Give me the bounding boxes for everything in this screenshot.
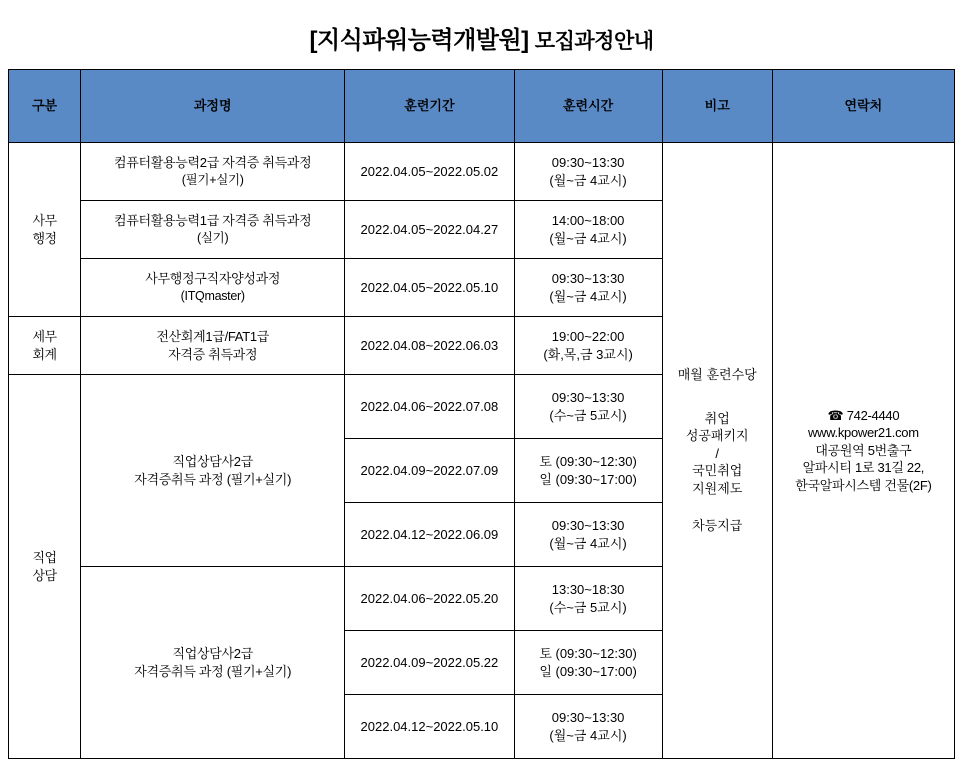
course-line-1: 컴퓨터활용능력2급 자격증 취득과정 [113, 155, 312, 171]
period-cell: 2022.04.08~2022.06.03 [345, 317, 514, 375]
table-header [9, 70, 955, 143]
note-line-7: 차등지급 [692, 518, 743, 534]
column-header-time: 훈련시간 [514, 70, 662, 143]
time-line-2: 일 (09:30~17:00) [539, 471, 637, 487]
gubun-line-2: 회계 [32, 346, 57, 362]
course-line-1: 직업상담사2급 [172, 645, 253, 661]
note-cell [662, 143, 772, 759]
gubun-line-1: 직업 [32, 549, 57, 565]
time-line-1: 토 (09:30~12:30) [539, 645, 637, 661]
course-line-1: 직업상담사2급 [172, 453, 253, 469]
period-cell: 2022.04.09~2022.07.09 [345, 439, 514, 503]
period-cell: 2022.04.05~2022.05.10 [345, 259, 514, 317]
time-line-1: 09:30~13:30 [551, 709, 625, 725]
course-line-1: 사무행정구직자양성과정 [145, 271, 281, 287]
column-header-period: 훈련기간 [345, 70, 514, 143]
period-cell: 2022.04.05~2022.04.27 [345, 201, 514, 259]
course-cell [81, 259, 345, 317]
column-header-gubun: 구분 [9, 70, 81, 143]
course-line-2: (필기+실기) [181, 172, 244, 187]
time-line-1: 토 (09:30~12:30) [539, 453, 637, 469]
column-header-note: 비고 [662, 70, 772, 143]
phone-line [775, 407, 952, 425]
phone-number: 742-4440 [846, 407, 900, 423]
course-line-1: 컴퓨터활용능력1급 자격증 취득과정 [113, 213, 312, 229]
time-cell [514, 695, 662, 759]
course-cell [81, 375, 345, 567]
period-cell: 2022.04.06~2022.05.20 [345, 567, 514, 631]
page-title [8, 8, 955, 69]
note-line-3: 성공패키지 [685, 428, 749, 444]
gubun-line-1: 사무 [32, 212, 57, 228]
time-line-2: (수~금 5교시) [549, 407, 627, 423]
time-cell [514, 201, 662, 259]
table-header-row [9, 70, 955, 143]
course-line-2: 자격증취득 과정 (필기+실기) [134, 663, 292, 679]
course-line-2: 자격증취득 과정 (필기+실기) [134, 471, 292, 487]
time-cell [514, 259, 662, 317]
title-sub: 모집과정안내 [534, 30, 654, 53]
time-cell [514, 503, 662, 567]
time-line-2: (월~금 4교시) [549, 535, 627, 551]
address-line-3: 한국알파시스템 건물(2F) [795, 477, 932, 493]
time-line-2: (월~금 4교시) [549, 172, 627, 188]
time-line-2: (화,목,금 3교시) [543, 346, 633, 362]
course-cell [81, 567, 345, 759]
period-cell: 2022.04.06~2022.07.08 [345, 375, 514, 439]
note-line-2: 취업 [704, 410, 730, 426]
time-line-2: (월~금 4교시) [549, 727, 627, 743]
time-line-2: 일 (09:30~17:00) [539, 663, 637, 679]
title-main: [지식파워능력개발원] [309, 27, 529, 54]
column-header-contact: 연락처 [772, 70, 954, 143]
time-cell [514, 143, 662, 201]
period-cell: 2022.04.12~2022.06.09 [345, 503, 514, 567]
table-body [9, 143, 955, 759]
time-cell [514, 567, 662, 631]
time-line-1: 09:30~13:30 [551, 517, 625, 533]
telephone-icon: ☎ [827, 407, 844, 423]
note-line-1: 매월 훈련수당 [677, 367, 757, 383]
period-cell: 2022.04.09~2022.05.22 [345, 631, 514, 695]
note-line-5: 국민취업 [692, 463, 743, 479]
time-line-1: 19:00~22:00 [551, 328, 625, 344]
course-line-2: (ITQmaster) [180, 288, 245, 303]
column-header-course: 과정명 [81, 70, 345, 143]
gubun-line-1: 세무 [32, 328, 57, 344]
gubun-cell-tax-accounting [9, 317, 81, 375]
time-line-1: 09:30~13:30 [551, 389, 625, 405]
course-cell [81, 143, 345, 201]
time-cell [514, 375, 662, 439]
course-line-2: 자격증 취득과정 [168, 346, 258, 362]
course-schedule-table [8, 69, 955, 759]
note-line-6: 지원제도 [692, 480, 743, 496]
website-link[interactable]: www.kpower21.com [807, 425, 919, 441]
time-line-2: (월~금 4교시) [549, 288, 627, 304]
note-line-4: / [715, 445, 720, 461]
table-row [9, 143, 955, 201]
gubun-cell-office-admin [9, 143, 81, 317]
gubun-line-2: 행정 [32, 230, 57, 246]
time-line-1: 09:30~13:30 [551, 154, 625, 170]
period-cell: 2022.04.12~2022.05.10 [345, 695, 514, 759]
address-line-2: 알파시티 1로 31길 22, [802, 460, 925, 476]
time-line-1: 09:30~13:30 [551, 270, 625, 286]
time-cell [514, 317, 662, 375]
time-cell [514, 631, 662, 695]
course-line-2: (실기) [197, 230, 229, 245]
gubun-line-2: 상담 [32, 567, 57, 583]
period-cell: 2022.04.05~2022.05.02 [345, 143, 514, 201]
contact-cell [772, 143, 954, 759]
course-cell [81, 317, 345, 375]
course-line-1: 전산회계1급/FAT1급 [156, 328, 270, 344]
address-line-1: 대공원역 5번출구 [815, 442, 912, 458]
time-line-2: (월~금 4교시) [549, 230, 627, 246]
course-cell [81, 201, 345, 259]
gubun-cell-job-counseling [9, 375, 81, 759]
time-cell [514, 439, 662, 503]
time-line-1: 13:30~18:30 [551, 581, 625, 597]
time-line-2: (수~금 5교시) [549, 599, 627, 615]
time-line-1: 14:00~18:00 [551, 212, 625, 228]
